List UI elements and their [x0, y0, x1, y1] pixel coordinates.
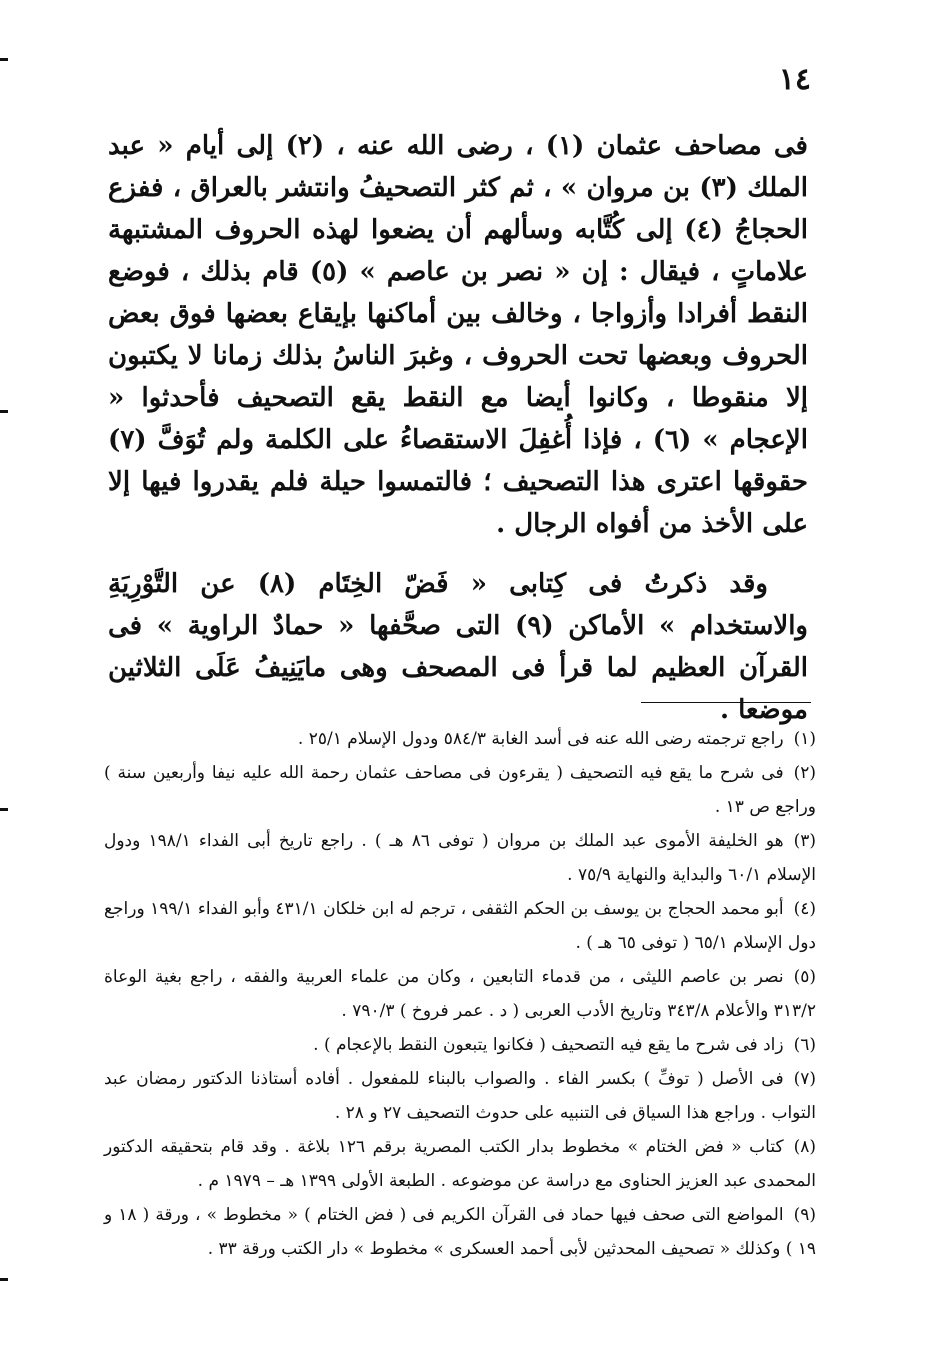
- footnote-number: (١): [793, 729, 816, 749]
- footnote-number: (٩): [793, 1205, 816, 1225]
- footnote-9: [104, 1198, 816, 1266]
- footnote-number: (٣): [793, 831, 816, 851]
- footnote-number: (٦): [793, 1035, 816, 1055]
- paragraph-2: وقد ذكرتُ فى كِتابى « فَضّ الخِتَام (٨) عن التَّوْرِيَةِ والاستخدام » الأماكن (٩) التى صحَّفها « حمادٌ الراوية » فى القرآن العظيم لما قرأ فى المصحف وهى مايَنِيفُ عَلَى الثلاثين موضعا .: [108, 569, 808, 725]
- footnote-7: [104, 1062, 816, 1130]
- footnote-divider: [641, 702, 811, 703]
- footnote-5: [104, 960, 816, 1028]
- footnote-number: (٤): [793, 899, 816, 919]
- scan-edge-mark: [0, 410, 8, 413]
- main-text: [108, 125, 808, 731]
- footnote-text: زاد فى شرح ما يقع فيه التصحيف ( فكانوا يتبعون النقط بالإعجام ) .: [313, 1035, 784, 1055]
- scan-edge-mark: [0, 1278, 8, 1281]
- footnote-3: [104, 824, 816, 892]
- footnote-2: [104, 756, 816, 824]
- footnote-text: راجع ترجمته رضى الله عنه فى أسد الغابة ٥٨٤/٣ ودول الإسلام ٢٥/١ .: [297, 729, 784, 749]
- footnote-text: أبو محمد الحجاج بن يوسف بن الحكم الثقفى ، ترجم له ابن خلكان ٤٣١/١ وأبو الفداء ١٩٩/١ وراجع دول الإسلام ٦٥/١ ( توفى ٦٥ هـ ) .: [104, 899, 816, 953]
- footnote-8: [104, 1130, 816, 1198]
- footnote-4: [104, 892, 816, 960]
- footnote-text: فى الأصل ( توفِّ ) بكسر الفاء . والصواب بالبناء للمفعول . أفاده أستاذنا الدكتور رمضان عبد التواب . وراجع هذا السياق فى التنبيه على حدوث التصحيف ٢٧ و ٢٨ .: [104, 1069, 816, 1123]
- footnote-text: فى شرح ما يقع فيه التصحيف ( يقرءون فى مصاحف عثمان رحمة الله عليه نيفا وأربعين سنة ) وراجع ص ١٣ .: [104, 763, 816, 817]
- scan-edge-mark: [0, 808, 8, 811]
- footnote-1: [104, 722, 816, 756]
- paragraph-1: فى مصاحف عثمان (١) ، رضى الله عنه ، (٢) إلى أيام « عبد الملك (٣) بن مروان » ، ثم كثر التصحيفُ وانتشر بالعراق ، ففزع الحجاجُ (٤) إلى كُتَّابه وسألهم أن يضعوا لهذه الحروف المشتبهة علاماتٍ ، فيقال : إن « نصر بن عاصم » (٥) قام بذلك ، فوضع النقط أفرادا وأزواجا ، وخالف بين أماكنها بإيقاع بعضها فوق بعض الحروف وبعضها تحت الحروف ، وغبرَ الناسُ بذلك زمانا لا يكتبون إلا منقوطا ، وكانوا أيضا مع النقط يقع التصحيف فأحدثوا « الإعجام » (٦) ، فإذا أُغفِلَ الاستقصاءُ على الكلمة ولم تُوَفَّ (٧) حقوقها اعترى هذا التصحيف ؛ فالتمسوا حيلة فلم يقدروا فيها إلا على الأخذ من أفواه الرجال .: [108, 131, 808, 539]
- footnote-number: (٧): [793, 1069, 816, 1089]
- footnote-6: [104, 1028, 816, 1062]
- footnote-text: المواضع التى صحف فيها حماد فى القرآن الكريم فى ( فض الختام ) « مخطوط » ، ورقة ( ١٨ و ١٩ ) وكذلك « تصحيف المحدثين لأبى أحمد العسكرى » مخطوط » دار الكتب ورقة ٣٣ .: [104, 1205, 816, 1259]
- footnotes: [104, 722, 816, 1266]
- footnote-text: كتاب « فض الختام » مخطوط بدار الكتب المصرية برقم ١٢٦ بلاغة . وقد قام بتحقيقه الدكتور المحمدى عبد العزيز الحناوى مع دراسة عن موضوعه . الطبعة الأولى ١٣٩٩ هـ – ١٩٧٩ م .: [104, 1137, 816, 1191]
- footnote-text: هو الخليفة الأموى عبد الملك بن مروان ( توفى ٨٦ هـ ) . راجع تاريخ أبى الفداء ١٩٨/١ ودول الإسلام ٦٠/١ والبداية والنهاية ٧٥/٩ .: [104, 831, 816, 885]
- footnote-text: نصر بن عاصم الليثى ، من قدماء التابعين ، وكان من علماء العربية والفقه ، راجع بغية الوعاة ٣١٣/٢ والأعلام ٣٤٣/٨ وتاريخ الأدب العربى ( د . عمر فروخ ) ٧٩٠/٣ .: [104, 967, 816, 1021]
- scan-edge-mark: [0, 58, 8, 61]
- page-number: ١٤: [778, 62, 811, 97]
- footnote-number: (٥): [793, 967, 816, 987]
- footnote-number: (٨): [793, 1137, 816, 1157]
- footnote-number: (٢): [793, 763, 816, 783]
